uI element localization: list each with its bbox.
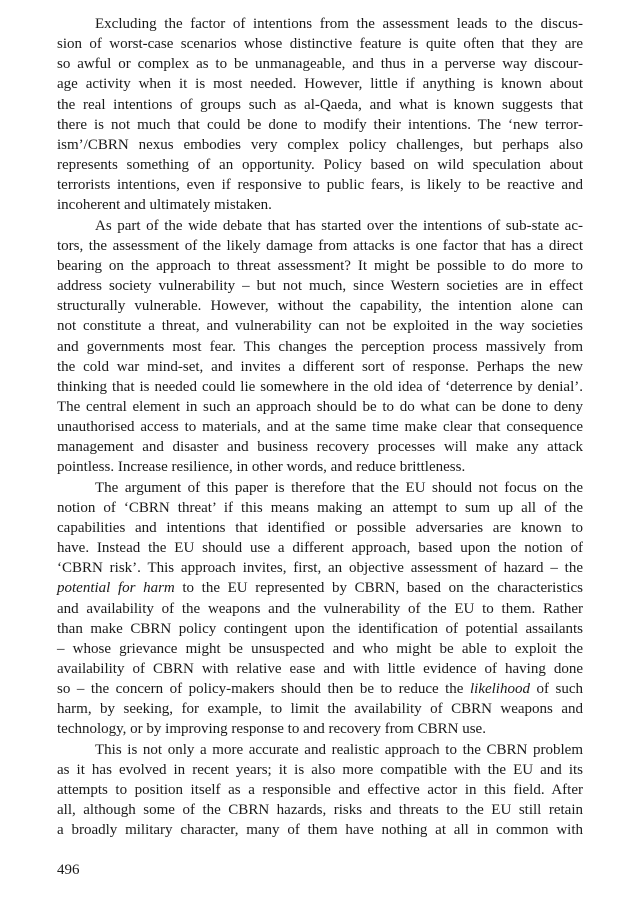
text-segment: thinking that is needed could lie somewhere in the old idea of ‘deterrence by denial’. [57, 378, 583, 395]
text-segment: notion of ‘CBRN threat’ if this means making an attempt to sum up all of the [57, 499, 583, 516]
text-segment: The central element in such an approach should be to do what can be done to deny [57, 398, 583, 415]
text-line [57, 599, 583, 619]
text-line [57, 417, 583, 437]
italic-text: likelihood [469, 681, 530, 698]
text-segment: there is not much that could be done to modify their intentions. The ‘new terror- [57, 116, 583, 133]
text-line [57, 54, 583, 74]
text-segment: to the EU represented by CBRN, based on the characteristics [174, 580, 583, 597]
text-line [57, 679, 583, 699]
text-line [57, 357, 583, 377]
text-line [57, 195, 583, 215]
text-line [57, 740, 583, 760]
text-line [57, 639, 583, 659]
text-line [57, 558, 583, 578]
text-segment: unauthorised access to materials, and at the same time make clear that consequence [57, 419, 583, 436]
text-segment: This is not only a more accurate and realistic approach to the CBRN problem [95, 741, 583, 758]
text-line [57, 337, 583, 357]
text-segment: bearing on the approach to threat assessment? It might be possible to do more to [57, 257, 583, 274]
text-segment: ‘CBRN risk’. This approach invites, first, an objective assessment of hazard – the [57, 560, 583, 577]
text-line [57, 619, 583, 639]
text-line [57, 437, 583, 457]
text-segment: of such [529, 681, 583, 698]
text-line [57, 760, 583, 780]
text-segment: attempts to position itself as a responsible and effective actor in this field. After [57, 781, 583, 798]
text-line [57, 14, 583, 34]
text-segment: ism’/CBRN nexus embodies very complex policy challenges, but perhaps also [57, 136, 583, 153]
text-segment: represents something of an opportunity. Policy based on wild speculation about [57, 157, 583, 174]
text-line [57, 478, 583, 498]
text-line [57, 115, 583, 135]
text-segment: sion of worst-case scenarios whose distinctive feature is quite often that they are [57, 36, 583, 53]
text-segment: – whose grievance might be unsuspected and who might be able to exploit the [57, 640, 583, 657]
text-line [57, 95, 583, 115]
text-line [57, 800, 583, 820]
text-segment: all, although some of the CBRN hazards, risks and threats to the EU still retain [57, 802, 583, 819]
text-segment: have. Instead the EU should use a different approach, based upon the notion of [57, 540, 583, 557]
text-segment: availability of CBRN with relative ease and with little evidence of having done [57, 661, 583, 677]
text-line [57, 780, 583, 800]
text-segment: the cold war mind-set, and invites a different sort of response. Perhaps the new [57, 358, 583, 375]
text-line [57, 236, 583, 256]
text-line [57, 538, 583, 558]
text-segment: the real intentions of groups such as al-Qaeda, and what is known suggests that [57, 96, 583, 113]
text-line [57, 699, 583, 719]
text-segment: and availability of the weapons and the vulnerability of the EU to them. Rather [57, 600, 583, 617]
text-line [57, 135, 583, 155]
text-segment: terrorists intentions, even if responsive to public fears, is likely to be reactive and [57, 177, 583, 194]
text-line [57, 719, 583, 739]
text-segment: than make CBRN policy contingent upon the identification of potential assailants [57, 620, 583, 637]
text-line [57, 155, 583, 175]
text-line [57, 74, 583, 94]
text-segment: a broadly military character, many of them have nothing at all in common with [57, 822, 583, 839]
text-line [57, 256, 583, 276]
text-line [57, 659, 583, 679]
text-line [57, 296, 583, 316]
text-segment: pointless. Increase resilience, in other words, and reduce brittleness. [57, 459, 466, 476]
text-segment: technology, or by improving response to and recovery from CBRN use. [57, 721, 486, 738]
text-line [57, 518, 583, 538]
text-segment: so – the concern of policy-makers should then be to reduce the [57, 681, 470, 698]
text-line [57, 578, 583, 598]
text-segment: not constitute a threat, and vulnerability can not be exploited in the way societies [57, 318, 583, 335]
text-segment: incoherent and ultimately mistaken. [57, 197, 272, 214]
text-segment: The argument of this paper is therefore that the EU should not focus on the [95, 479, 583, 496]
text-line [57, 457, 583, 477]
text-segment: As part of the wide debate that has started over the intentions of sub-state ac- [95, 217, 583, 234]
text-line [57, 34, 583, 54]
text-segment: structurally vulnerable. However, without the capability, the intention alone can [57, 298, 583, 315]
text-segment: tors, the assessment of the likely damage from attacks is one factor that has a direct [57, 237, 583, 254]
body-text [57, 14, 583, 840]
text-segment: as it has evolved in recent years; it is also more compatible with the EU and its [57, 761, 583, 778]
text-line [57, 498, 583, 518]
text-line [57, 377, 583, 397]
text-segment: and governments most fear. This changes the perception process massively from [57, 338, 583, 355]
text-line [57, 316, 583, 336]
text-line [57, 276, 583, 296]
text-segment: management and disaster and business recovery processes will make any attack [57, 439, 583, 456]
italic-text: potential for harm [57, 580, 175, 597]
text-segment: age activity when it is most needed. However, little if anything is known about [57, 76, 583, 93]
text-line [57, 175, 583, 195]
text-segment: address society vulnerability – but not much, since Western societies are in effect [57, 278, 583, 295]
text-segment: harm, by seeking, for example, to limit the availability of CBRN weapons and [57, 701, 583, 718]
page-number: 496 [57, 862, 80, 878]
text-line [57, 820, 583, 840]
text-line [57, 397, 583, 417]
text-segment: Excluding the factor of intentions from the assessment leads to the discus- [95, 16, 583, 32]
text-segment: so awful or complex as to be unmanageable, and thus in a perverse way discour- [57, 56, 583, 73]
text-segment: capabilities and intentions that identified or possible adversaries are known to [57, 519, 583, 536]
text-line [57, 216, 583, 236]
